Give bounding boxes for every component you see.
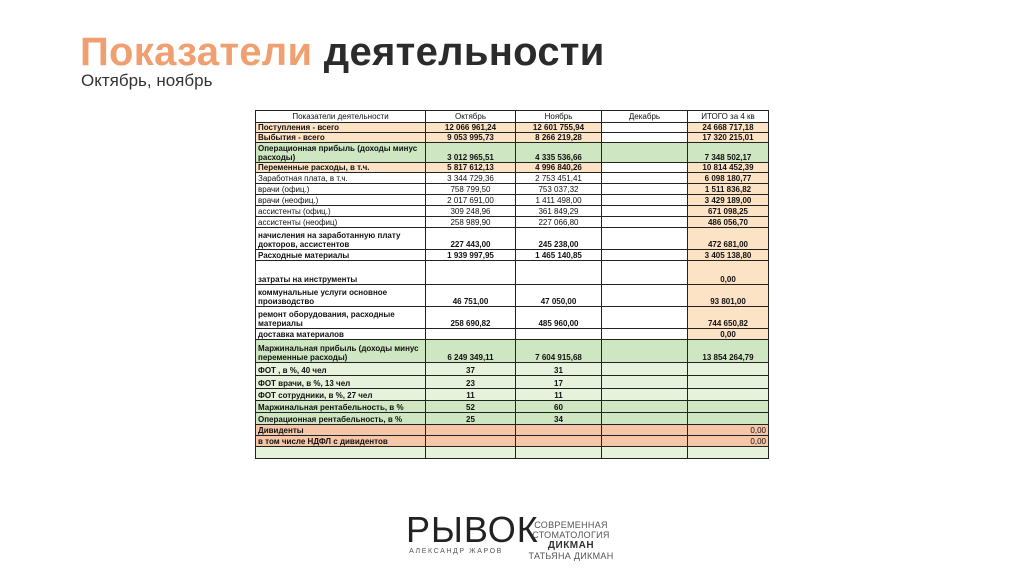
indicator-cell: ассистенты (офиц.) [256,206,426,217]
dikman-logo-line1: СОВРЕМЕННАЯ [534,520,608,530]
november-cell: 753 037,32 [516,184,602,195]
page-title [80,30,605,75]
total-cell: 17 320 215,01 [688,133,769,143]
total-cell [688,401,769,413]
december-cell [602,329,688,340]
november-cell: 12 601 755,94 [516,123,602,133]
table-row [256,436,769,447]
december-cell [602,261,688,285]
october-cell: 3 012 965,51 [426,143,516,163]
november-cell: 1 465 140,85 [516,250,602,261]
december-cell [602,376,688,389]
table-row [256,376,769,389]
october-cell: 37 [426,363,516,376]
dikman-logo-line2: СТОМАТОЛОГИЯ [532,530,610,540]
december-cell [602,143,688,163]
october-cell: 23 [426,376,516,389]
total-cell [688,389,769,401]
page-title-accent: Показатели [80,30,313,74]
table-row [256,123,769,133]
indicator-cell: ремонт оборудования, расходные материалы [256,307,426,329]
october-cell: 25 [426,413,516,425]
october-cell: 11 [426,389,516,401]
total-cell: 93 801,00 [688,285,769,307]
december-cell [602,217,688,228]
dikman-logo-line4: ТАТЬЯНА ДИКМАН [528,551,614,561]
november-cell: 7 604 915,68 [516,340,602,363]
october-cell [426,425,516,436]
october-cell: 3 344 729,36 [426,173,516,184]
column-header-december: Декабрь [602,111,688,123]
table-row [256,173,769,184]
november-cell: 47 050,00 [516,285,602,307]
october-cell: 258 690,82 [426,307,516,329]
total-cell: 1 511 836,82 [688,184,769,195]
december-cell [602,436,688,447]
table-row [256,285,769,307]
indicator-cell: Поступления - всего [256,123,426,133]
october-cell: 2 017 691,00 [426,195,516,206]
total-cell: 6 098 180,77 [688,173,769,184]
column-header-indicator: Показатели деятельности [256,111,426,123]
november-cell: 2 753 451,41 [516,173,602,184]
ryvok-logo-wordmark: РЫВОК [406,509,539,550]
december-cell [602,123,688,133]
december-cell [602,307,688,329]
december-cell [602,447,688,459]
indicator-cell: Расходные материалы [256,250,426,261]
december-cell [602,206,688,217]
table-body [256,123,769,459]
indicator-cell [256,447,426,459]
indicator-cell: Дивиденты [256,425,426,436]
total-cell: 13 854 264,79 [688,340,769,363]
november-cell: 4 996 840,26 [516,163,602,173]
table-row [256,250,769,261]
november-cell [516,261,602,285]
total-cell: 3 429 189,00 [688,195,769,206]
total-cell [688,447,769,459]
december-cell [602,340,688,363]
november-cell: 245 238,00 [516,228,602,250]
table-row [256,217,769,228]
october-cell: 5 817 612,13 [426,163,516,173]
november-cell: 34 [516,413,602,425]
october-cell: 1 939 997,95 [426,250,516,261]
october-cell [426,329,516,340]
indicator-cell: ассистенты (неофиц) [256,217,426,228]
total-cell: 10 814 452,39 [688,163,769,173]
table-row [256,206,769,217]
november-cell: 361 849,29 [516,206,602,217]
total-cell: 24 668 717,18 [688,123,769,133]
indicator-cell: Операционная прибыль (доходы минус расходы) [256,143,426,163]
total-cell [688,363,769,376]
indicator-cell: затраты на инструменты [256,261,426,285]
october-cell [426,436,516,447]
november-cell: 227 066,80 [516,217,602,228]
table-row [256,413,769,425]
total-cell: 3 405 138,80 [688,250,769,261]
indicator-cell: коммунальные услуги основное производство [256,285,426,307]
total-cell: 0,00 [688,425,769,436]
total-cell: 0,00 [688,329,769,340]
october-cell [426,447,516,459]
table-row [256,363,769,376]
december-cell [602,250,688,261]
total-cell [688,376,769,389]
total-cell: 7 348 502,17 [688,143,769,163]
november-cell [516,436,602,447]
indicator-cell: доставка материалов [256,329,426,340]
november-cell: 485 960,00 [516,307,602,329]
indicator-cell: ФОТ , в %, 40 чел [256,363,426,376]
october-cell: 9 053 995,73 [426,133,516,143]
october-cell: 6 249 349,11 [426,340,516,363]
indicator-cell: врачи (неофиц.) [256,195,426,206]
total-cell: 0,00 [688,261,769,285]
december-cell [602,163,688,173]
december-cell [602,184,688,195]
december-cell [602,228,688,250]
november-cell: 8 266 219,28 [516,133,602,143]
table-row [256,195,769,206]
ryvok-logo [406,509,539,555]
table-row [256,447,769,459]
table-row [256,261,769,285]
november-cell: 1 411 498,00 [516,195,602,206]
column-header-total: ИТОГО за 4 кв [688,111,769,123]
ryvok-logo-author: АЛЕКСАНДР ЖАРОВ [409,548,503,555]
october-cell: 758 799,50 [426,184,516,195]
table-row [256,425,769,436]
december-cell [602,133,688,143]
october-cell: 227 443,00 [426,228,516,250]
total-cell [688,413,769,425]
indicator-cell: Операционная рентабельность, в % [256,413,426,425]
november-cell [516,425,602,436]
november-cell [516,447,602,459]
october-cell: 258 989,90 [426,217,516,228]
table-header-row [256,111,769,123]
table-row [256,401,769,413]
december-cell [602,401,688,413]
indicator-cell: Маржинальная прибыль (доходы минус переменные расходы) [256,340,426,363]
november-cell: 11 [516,389,602,401]
indicator-cell: Выбытия - всего [256,133,426,143]
table-row [256,340,769,363]
december-cell [602,363,688,376]
indicators-table [255,110,769,459]
total-cell: 744 650,82 [688,307,769,329]
table-row [256,143,769,163]
october-cell: 46 751,00 [426,285,516,307]
december-cell [602,425,688,436]
december-cell [602,389,688,401]
dikman-logo [528,520,614,561]
indicator-cell: врачи (офиц.) [256,184,426,195]
october-cell: 12 066 961,24 [426,123,516,133]
table-row [256,163,769,173]
dikman-logo-line3: ДИКМАН [547,540,595,551]
october-cell [426,261,516,285]
november-cell: 60 [516,401,602,413]
indicator-cell: Переменные расходы, в т.ч. [256,163,426,173]
november-cell: 17 [516,376,602,389]
indicator-cell: начисления на заработанную плату докторов, ассистентов [256,228,426,250]
table-row [256,133,769,143]
total-cell: 671 098,25 [688,206,769,217]
table-row [256,228,769,250]
total-cell: 472 681,00 [688,228,769,250]
october-cell: 52 [426,401,516,413]
december-cell [602,173,688,184]
page-title-rest: деятельности [323,30,605,74]
column-header-november: Ноябрь [516,111,602,123]
november-cell: 4 335 536,66 [516,143,602,163]
column-header-october: Октябрь [426,111,516,123]
total-cell: 0,00 [688,436,769,447]
indicator-cell: ФОТ сотрудники, в %, 27 чел [256,389,426,401]
december-cell [602,195,688,206]
table-row [256,307,769,329]
table-row [256,184,769,195]
total-cell: 486 056,70 [688,217,769,228]
indicator-cell: ФОТ врачи, в %, 13 чел [256,376,426,389]
november-cell: 31 [516,363,602,376]
indicator-cell: Маржинальная рентабельность, в % [256,401,426,413]
december-cell [602,413,688,425]
table-row [256,389,769,401]
december-cell [602,285,688,307]
november-cell [516,329,602,340]
indicator-cell: в том числе НДФЛ с дивидентов [256,436,426,447]
table-row [256,329,769,340]
indicator-cell: Заработная плата, в т.ч. [256,173,426,184]
october-cell: 309 248,96 [426,206,516,217]
page-subtitle: Октябрь, ноябрь [81,71,213,90]
